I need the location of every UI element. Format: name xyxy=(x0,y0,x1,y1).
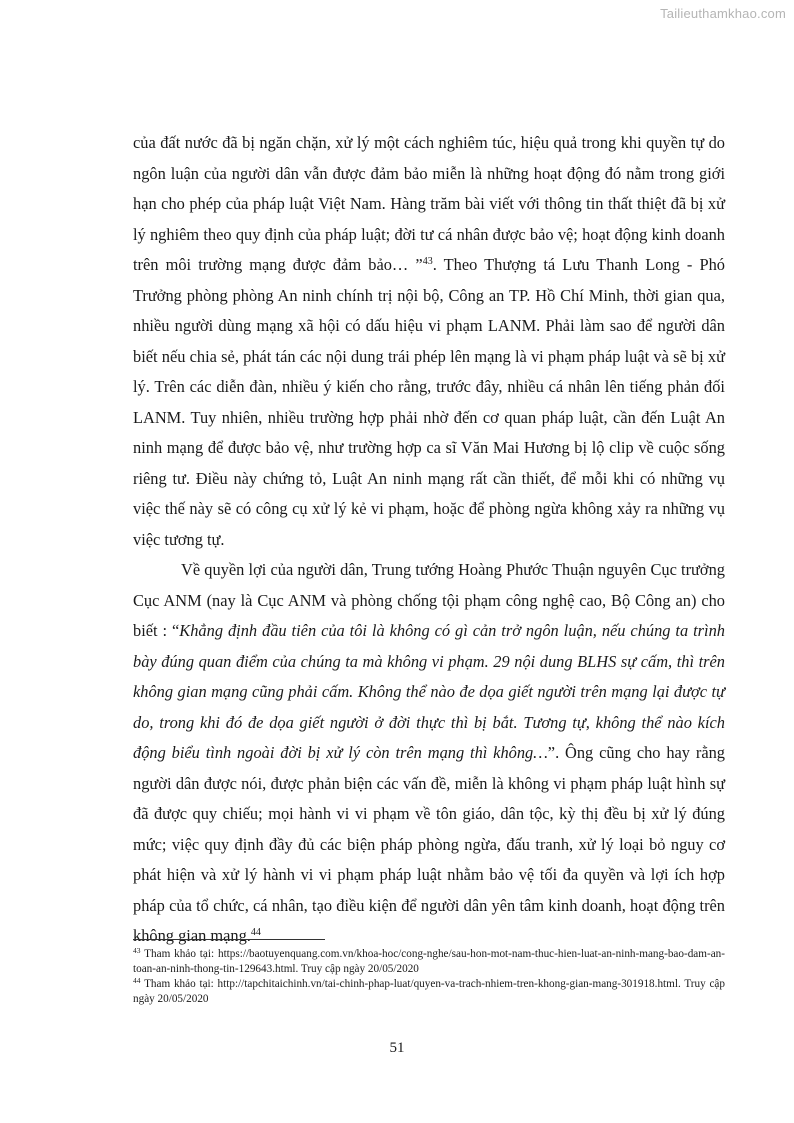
footnote-separator xyxy=(133,939,325,940)
footnote-number: 43 xyxy=(133,946,141,955)
footnotes xyxy=(133,947,725,1007)
paragraph-1-continuation: . Theo Thượng tá Lưu Thanh Long - Phó Trưởng phòng phòng An ninh chính trị nội bộ, Công an TP. Hồ Chí Minh, thời gian qua, nhiều người dùng mạng xã hội có dấu hiệu vi phạm LANM. Phải làm sao để người dân biết nếu chia sẻ, phát tán các nội dung trái phép lên mạng là vi phạm pháp luật và sẽ bị xử lý. Trên các diễn đàn, nhiều ý kiến cho rằng, trước đây, nhiều cá nhân lên tiếng phản đối LANM. Tuy nhiên, nhiều trường hợp phải nhờ đến cơ quan pháp luật, cần đến Luật An ninh mạng để được bảo vệ, như trường hợp ca sĩ Văn Mai Hương bị lộ clip về cuộc sống riêng tư. Điều này chứng tỏ, Luật An ninh mạng rất cần thiết, để mỗi khi có những vụ việc thế này sẽ có công cụ xử lý kẻ vi phạm, hoặc để phòng ngừa không xảy ra những vụ việc tương tự. xyxy=(133,255,725,549)
paragraph-2-quote: Khẳng định đầu tiên của tôi là không có gì cản trở ngôn luận, nếu chúng ta trình bày đúng quan điểm của chúng ta mà không vi phạm. 29 nội dung BLHS sự cấm, thì trên không gian mạng cũng phải cấm. Không thể nào đe dọa giết người trên mạng lại được tự do, trong khi đó đe dọa giết người ở đời thực thì bị bắt. Tương tự, không thể nào kích động biểu tình ngoài đời bị xử lý còn trên mạng thì không… xyxy=(133,621,725,762)
body-text xyxy=(133,128,725,952)
footnote-44 xyxy=(133,977,725,1007)
paragraph-1 xyxy=(133,128,725,555)
footnote-text[interactable]: Tham khảo tại: https://baotuyenquang.com.vn/khoa-hoc/cong-nghe/sau-hon-mot-nam-thuc-hien-luat-an-ninh-mang-bao-dam-an-toan-an-ninh-thong-tin-129643.html. Truy cập ngày 20/05/2020 xyxy=(133,948,725,975)
paragraph-2-rest: ”. Ông cũng cho hay rằng người dân được nói, được phản biện các vấn đề, miễn là không vi phạm pháp luật hình sự đã được quy chiếu; mọi hành vi vi phạm về tôn giáo, dân tộc, kỳ thị đều bị xử lý đúng mức; việc quy định đầy đủ các biện pháp phòng ngừa, đấu tranh, xử lý loại bỏ nguy cơ phát hiện và xử lý hành vi vi phạm pháp luật nhằm bảo vệ tối đa quyền và lợi ích hợp pháp của tổ chức, cá nhân, tạo điều kiện để người dân yên tâm kinh doanh, hoạt động trên không gian mạng. xyxy=(133,743,725,945)
watermark: Tailieuthamkhao.com xyxy=(660,6,786,21)
footnote-text[interactable]: Tham khảo tại: http://tapchitaichinh.vn/tai-chinh-phap-luat/quyen-va-trach-nhiem-tren-khong-gian-mang-301918.html. Truy cập ngày 20/05/2020 xyxy=(133,978,725,1005)
paragraph-2-intro: Về quyền lợi của người dân, Trung tướng Hoàng Phước Thuận nguyên Cục trưởng Cục ANM (nay là Cục ANM và phòng chống tội phạm công nghệ cao, Bộ Công an) cho biết : “ xyxy=(133,560,725,640)
page-number: 51 xyxy=(389,1040,405,1056)
footnote-ref-44[interactable]: 44 xyxy=(250,927,261,938)
paragraph-2 xyxy=(133,555,725,952)
footnote-ref-43[interactable]: 43 xyxy=(422,256,433,267)
footnote-43 xyxy=(133,947,725,977)
footnote-number: 44 xyxy=(133,976,141,985)
paragraph-1-text: của đất nước đã bị ngăn chặn, xử lý một cách nghiêm túc, hiệu quả trong khi quyền tự do ngôn luận của người dân vẫn được đảm bảo miễn là những hoạt động đó nằm trong giới hạn cho phép của pháp luật Việt Nam. Hàng trăm bài viết với thông tin thất thiệt đã bị xử lý nghiêm theo quy định của pháp luật; đời tư cá nhân được bảo vệ; hoạt động kinh doanh trên môi trường mạng được đảm bảo… ” xyxy=(133,133,725,274)
